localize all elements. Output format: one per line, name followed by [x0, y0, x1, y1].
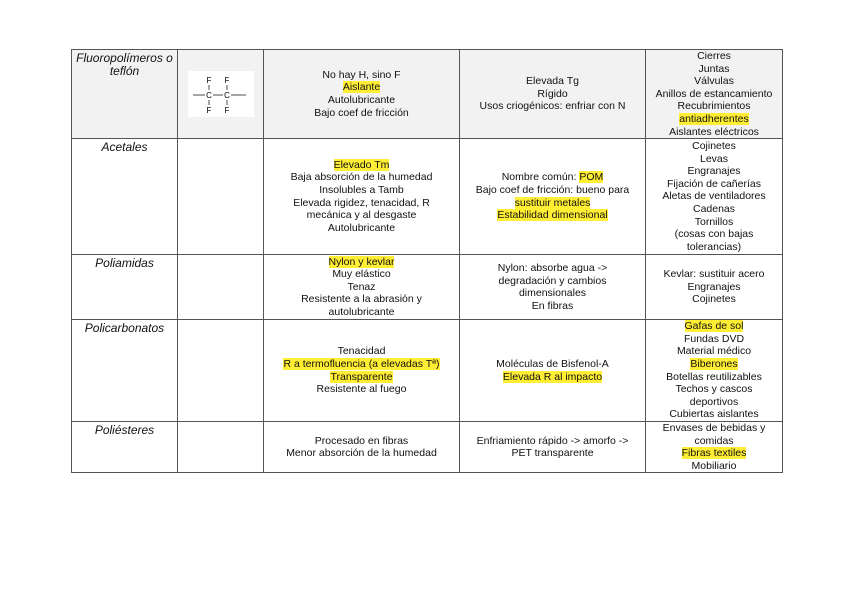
cell-line: [648, 293, 780, 306]
cell-line: [648, 281, 780, 294]
cell-line: [648, 447, 780, 460]
svg-text:F: F: [224, 106, 229, 116]
line-text: Bajo coef de fricción: [314, 106, 409, 119]
cell-line: [648, 190, 780, 203]
cell-line: [462, 435, 643, 448]
line-text: Cubiertas aislantes: [669, 408, 759, 421]
polymer-name-cell: [72, 320, 178, 422]
line-text: Tornillos: [694, 215, 734, 228]
cell-line: [648, 100, 780, 113]
cell-line: [266, 107, 457, 120]
cell-line: [266, 171, 457, 184]
cell-line: [648, 345, 780, 358]
polymer-name: Policarbonatos: [84, 321, 165, 336]
line-text: Tenacidad: [337, 345, 386, 358]
line-text: Envases de bebidas y: [662, 421, 766, 434]
cell-line: [266, 197, 457, 210]
line-text: mecánica y al desgaste: [306, 209, 417, 222]
line-text: Cojinetes: [692, 139, 736, 152]
cell-line: [648, 140, 780, 153]
line-text: Cadenas: [692, 202, 736, 215]
line-text: dimensionales: [518, 287, 587, 300]
properties-cell: [264, 320, 460, 422]
line-text: comidas: [694, 434, 734, 447]
line-text: En fibras: [531, 299, 574, 312]
line-text: Procesado en fibras: [314, 434, 409, 447]
table-row: [72, 421, 783, 472]
polymers-table: [71, 49, 783, 473]
svg-text:F: F: [206, 76, 211, 86]
cell-line: [266, 293, 457, 306]
line-text: Material médico: [676, 345, 752, 358]
line-text: Autolubricante: [327, 94, 396, 107]
line-text: Aislantes eléctricos: [669, 125, 759, 138]
cell-line: [648, 408, 780, 421]
cell-line: [462, 100, 643, 113]
polymer-name-cell: [72, 139, 178, 255]
line-text: Recubrimientos: [677, 100, 751, 113]
cell-line: [266, 371, 457, 384]
structure-cell: [178, 255, 264, 320]
highlighted-text: antiadherentes: [679, 112, 749, 125]
cell-line: [462, 262, 643, 275]
polymer-name: Fluoropolímeros o teflón: [76, 51, 173, 78]
line-text: (cosas con bajas: [674, 228, 754, 241]
table-row: [72, 255, 783, 320]
svg-text:C: C: [205, 91, 212, 101]
uses-cell: [646, 320, 783, 422]
polymer-name: Poliamidas: [95, 256, 154, 271]
cell-line: [462, 209, 643, 222]
structure-cell: [178, 50, 264, 139]
line-text: Levas: [699, 152, 729, 165]
line-text: Menor absorción de la humedad: [286, 447, 437, 460]
cell-line: [266, 94, 457, 107]
cell-line: [648, 75, 780, 88]
cell-line: [266, 447, 457, 460]
line-text: PET transparente: [511, 447, 594, 460]
highlighted-text: Aislante: [342, 81, 381, 94]
notes-cell: [460, 50, 646, 139]
polymer-name-cell: [72, 50, 178, 139]
cell-line: [266, 256, 457, 269]
line-text: degradación y cambios: [498, 274, 607, 287]
cell-line: [266, 209, 457, 222]
svg-text:F: F: [206, 106, 211, 116]
line-text: autolubricante: [328, 306, 395, 319]
highlighted-text: R a termofluencia (a elevadas Tª): [283, 357, 440, 370]
line-text: Nylon: absorbe agua ->: [497, 261, 608, 274]
structure-cell: [178, 320, 264, 422]
table-row: [72, 50, 783, 139]
line-text: deportivos: [689, 395, 739, 408]
highlighted-text: Estabilidad dimensional: [497, 209, 608, 222]
table-row: [72, 139, 783, 255]
line-text: Rígido: [537, 87, 568, 100]
polymer-name: Acetales: [101, 140, 148, 155]
cell-line: [648, 228, 780, 241]
line-text: Juntas: [698, 62, 730, 75]
line-text: Engranajes: [687, 165, 741, 178]
cell-line: [648, 63, 780, 76]
highlighted-text: Gafas de sol: [684, 320, 744, 333]
uses-cell: [646, 421, 783, 472]
highlighted-text: Elevado Tm: [333, 158, 390, 171]
line-text: Tenaz: [347, 280, 376, 293]
line-text: Techos y cascos: [675, 383, 753, 396]
cell-line: [266, 383, 457, 396]
notes-cell: [460, 421, 646, 472]
line-text: Fijación de cañerías: [667, 177, 761, 190]
line-text: Resistente a la abrasión y: [301, 293, 422, 306]
cell-line: [462, 197, 643, 210]
cell-line: [648, 126, 780, 139]
cell-line: [266, 184, 457, 197]
uses-cell: [646, 139, 783, 255]
cell-line: [462, 75, 643, 88]
cell-line: [266, 159, 457, 172]
cell-line: [266, 268, 457, 281]
properties-cell: [264, 50, 460, 139]
cell-line: [648, 165, 780, 178]
cell-line: [266, 222, 457, 235]
line-text: Usos criogénicos: enfriar con N: [479, 100, 626, 113]
cell-line: [648, 88, 780, 101]
line-prefix: Nombre común:: [501, 171, 580, 184]
cell-line: [648, 113, 780, 126]
cell-line: [462, 358, 643, 371]
cell-line: [462, 275, 643, 288]
line-text: Válvulas: [694, 75, 734, 88]
cell-line: [648, 460, 780, 473]
line-text: Engranajes: [687, 280, 741, 293]
line-text: Elevada Tg: [526, 75, 579, 88]
cell-line: [266, 358, 457, 371]
line-text: No hay H, sino F: [322, 68, 401, 81]
table-row: [72, 320, 783, 422]
cell-line: [266, 281, 457, 294]
cell-line: [648, 435, 780, 448]
polymer-name-cell: [72, 255, 178, 320]
line-text: Cierres: [697, 50, 731, 62]
structure-cell: [178, 421, 264, 472]
cell-line: [648, 358, 780, 371]
highlighted-text: Biberones: [690, 357, 738, 370]
cell-line: [266, 435, 457, 448]
cell-line: [462, 300, 643, 313]
cell-line: [462, 371, 643, 384]
cell-line: [648, 396, 780, 409]
properties-cell: [264, 255, 460, 320]
teflon-structure-diagram: [188, 71, 254, 117]
cell-line: [462, 287, 643, 300]
cell-line: [462, 447, 643, 460]
line-text: Baja absorción de la humedad: [290, 171, 433, 184]
highlighted-text: Fibras textiles: [681, 447, 747, 460]
cell-line: [462, 184, 643, 197]
cell-line: [648, 371, 780, 384]
cell-line: [462, 88, 643, 101]
line-text: Muy elástico: [332, 268, 391, 281]
line-text: Autolubricante: [327, 221, 396, 234]
svg-text:C: C: [223, 91, 230, 101]
notes-cell: [460, 139, 646, 255]
line-text: Anillos de estancamiento: [655, 87, 773, 100]
line-text: Bajo coef de fricción: bueno para: [475, 184, 630, 197]
line-text: Resistente al fuego: [316, 383, 407, 396]
line-text: Kevlar: sustituir acero: [663, 268, 765, 281]
cell-line: [648, 383, 780, 396]
polymer-name: Poliésteres: [94, 422, 155, 437]
cell-line: [648, 216, 780, 229]
cell-line: [462, 171, 643, 184]
cell-line: [648, 241, 780, 254]
highlighted-text: Nylon y kevlar: [328, 255, 395, 268]
line-text: Enfriamiento rápido -> amorfo ->: [476, 434, 629, 447]
line-text: Elevada rigidez, tenacidad, R: [293, 196, 430, 209]
cell-line: [266, 306, 457, 319]
line-text: Moléculas de Bisfenol-A: [496, 357, 609, 370]
structure-cell: [178, 139, 264, 255]
highlighted-text: POM: [579, 171, 604, 184]
line-text: Fundas DVD: [683, 332, 745, 345]
line-text: Cojinetes: [692, 293, 736, 306]
uses-cell: [646, 50, 783, 139]
cell-line: [648, 320, 780, 333]
properties-cell: [264, 421, 460, 472]
line-text: Aletas de ventiladores: [662, 190, 766, 203]
line-text: Botellas reutilizables: [666, 370, 762, 383]
cell-line: [648, 268, 780, 281]
svg-text:F: F: [224, 76, 229, 86]
cell-line: [266, 345, 457, 358]
highlighted-text: Elevada R al impacto: [502, 370, 603, 383]
highlighted-text: Transparente: [330, 370, 393, 383]
notes-cell: [460, 255, 646, 320]
polymer-name-cell: [72, 421, 178, 472]
highlighted-text: sustituir metales: [514, 196, 591, 209]
notes-cell: [460, 320, 646, 422]
cell-line: [266, 69, 457, 82]
line-text: tolerancias): [686, 240, 742, 253]
cell-line: [648, 50, 780, 63]
cell-line: [648, 333, 780, 346]
cell-line: [648, 178, 780, 191]
cell-line: [648, 422, 780, 435]
uses-cell: [646, 255, 783, 320]
cell-line: [648, 203, 780, 216]
line-text: Mobiliario: [691, 459, 737, 472]
line-text: Insolubles a Tamb: [319, 184, 404, 197]
cell-line: [648, 153, 780, 166]
properties-cell: [264, 139, 460, 255]
cell-line: [266, 81, 457, 94]
